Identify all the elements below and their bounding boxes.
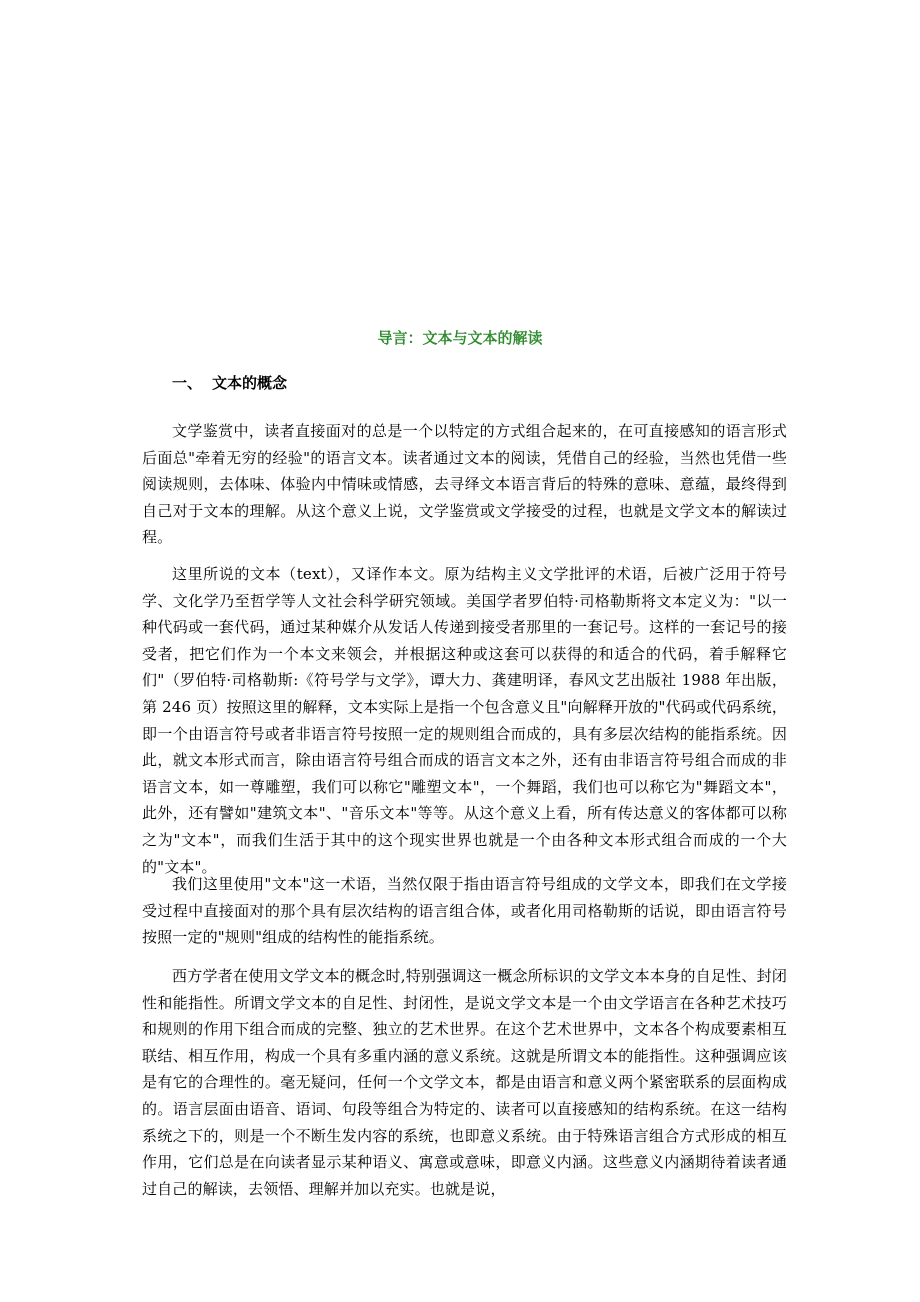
section-title: 文本的概念 xyxy=(212,374,288,392)
section-heading xyxy=(172,372,287,394)
paragraph: 我们这里使用"文本"这一术语，当然仅限于指由语言符号组成的文学文本，即我们在文学接受过程中直接面对的那个具有层次结构的语言组合体，或者化用司格勒斯的话说，即由语言符号按照一定的"规则"组成的结构性的能指系统。 xyxy=(142,875,787,947)
paragraph: 这里所说的文本（text），又译作本文。原为结构主义文学批评的术语，后被广泛用于符号学、文化学乃至哲学等人文社会科学研究领域。美国学者罗伯特·司格勒斯将文本定义为："以一种代码或一套代码，通过某种媒介从发话人传递到接受者那里的一套记号。这样的一套记号的接受者，把它们作为一个本文来领会，并根据这种或这套可以获得的和适合的代码，着手解释它们"（罗伯特·司格勒斯:《符号学与文学》，谭大力、龚建明译，春风文艺出版社 1988 年出版，第 246 页）按照这里的解释，文本实际上是指一个包含意义且"向解释开放的"代码或代码系统，即一个由语言符号或者非语言符号按照一定的规则组合而成的，具有多层次结构的能指系统。因此，就文本形式而言，除由语言符号组合而成的语言文本之外，还有由非语言符号组合而成的非语言文本，如一尊雕塑，我们可以称它"雕塑文本"，一个舞蹈，我们也可以称它为"舞蹈文本"，此外，还有譬如"建筑文本"、"音乐文本"等等。从这个意义上看，所有传达意义的客体都可以称之为"文本"，而我们生活于其中的这个现实世界也就是一个由各种文本形式组合而成的一个大的"文本"。 xyxy=(142,565,787,876)
section-number: 一、 xyxy=(172,374,203,392)
document-title: 导言：文本与文本的解读 xyxy=(377,329,543,347)
paragraph: 西方学者在使用文学文本的概念时,特别强调这一概念所标识的文学文本本身的自足性、封闭性和能指性。所谓文学文本的自足性、封闭性，是说文学文本是一个由文学语言在各种艺术技巧和规则的作用下组合而成的完整、独立的艺术世界。在这个艺术世界中，文本各个构成要素相互联结、相互作用，构成一个具有多重内涵的意义系统。这就是所谓文本的能指性。这种强调应该是有它的合理性的。毫无疑问，任何一个文学文本，都是由语言和意义两个紧密联系的层面构成的。语言层面由语音、语词、句段等组合为特定的、读者可以直接感知的结构系统。在这一结构系统之下的，则是一个不断生发内容的系统，也即意义系统。由于特殊语言组合方式形成的相互作用，它们总是在向读者显示某种语义、寓意或意味，即意义内涵。这些意义内涵期待着读者通过自己的解读，去领悟、理解并加以充实。也就是说， xyxy=(142,967,787,1198)
paragraph: 文学鉴赏中，读者直接面对的总是一个以特定的方式组合起来的，在可直接感知的语言形式后面总"牵着无穷的经验"的语言文本。读者通过文本的阅读，凭借自己的经验，当然也凭借一些阅读规则，去体味、体验内中情味或情感，去寻绎文本语言背后的特殊的意味、意蕴，最终得到自己对于文本的理解。从这个意义上说，文学鉴赏或文学接受的过程，也就是文学文本的解读过程。 xyxy=(142,422,787,547)
